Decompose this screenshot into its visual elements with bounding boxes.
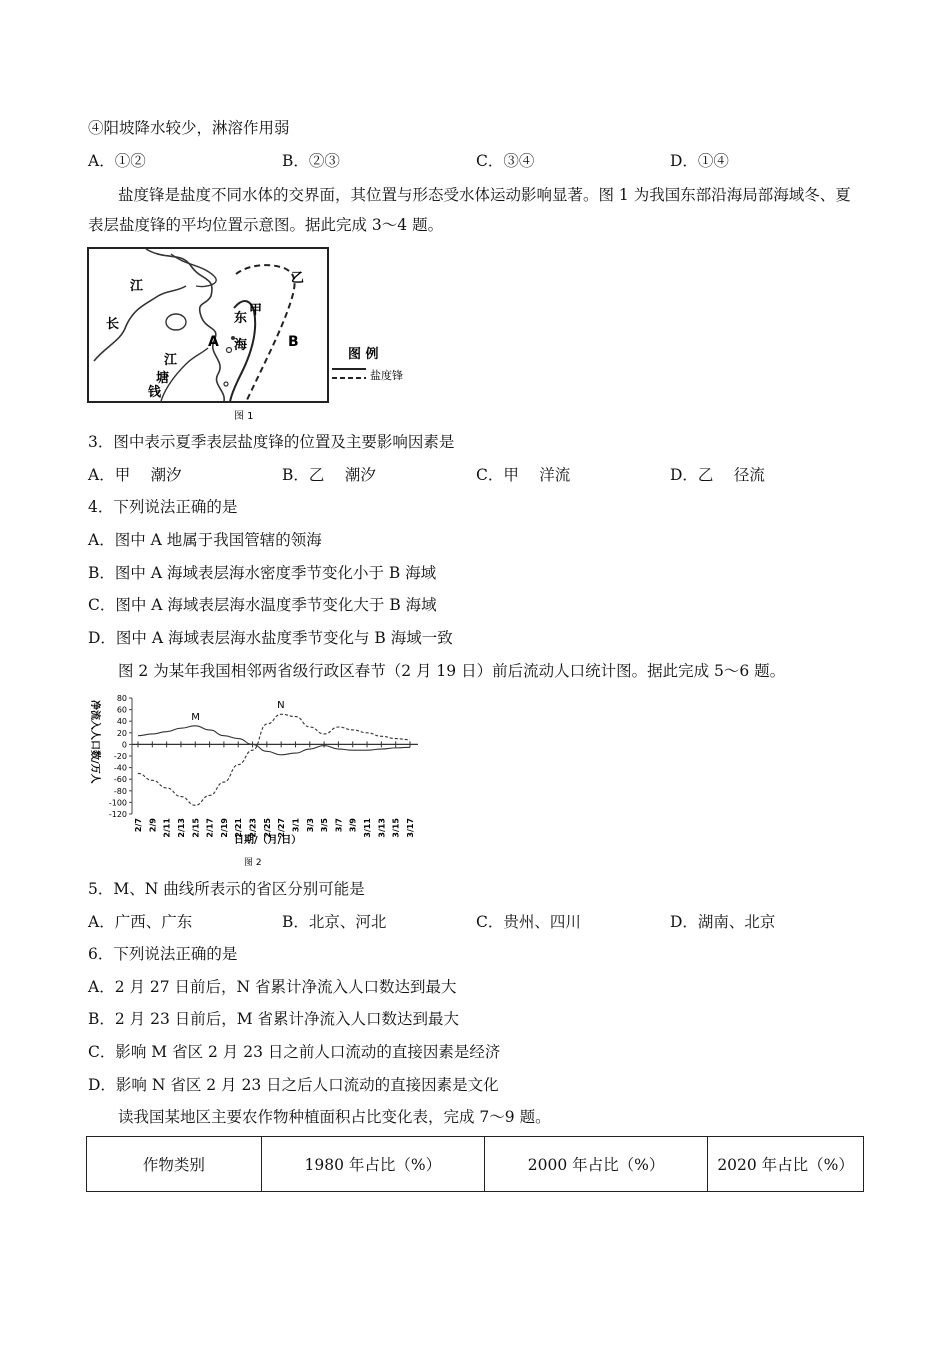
x-tick-label: 2/7: [134, 818, 143, 833]
q4-option-b: B．图中 A 海域表层海水密度季节变化小于 B 海域: [88, 564, 437, 582]
q5-option-c: C．贵州、四川: [476, 913, 581, 931]
q4-option-c: C．图中 A 海域表层海水温度季节变化大于 B 海域: [88, 596, 437, 614]
x-tick-label: 3/1: [291, 818, 301, 833]
figure-2-caption: 图 2: [244, 858, 262, 868]
intro-3-4: 盐度锋是盐度不同水体的交界面，其位置与形态受水体运动影响显著。图 1 为我国东部沿海局部海域冬、夏表层盐度锋的平均位置示意图。据此完成 3～4 题。: [88, 186, 851, 234]
x-axis-label: 日期/（月/日）: [234, 835, 302, 846]
q3-option-b: B．乙 潮汐: [282, 466, 376, 484]
label-qian: 钱: [148, 385, 162, 400]
x-tick-label: 2/27: [277, 818, 287, 838]
label-jiang-1: 江: [130, 279, 144, 294]
y-tick-label: 80: [116, 694, 127, 703]
table-header-cell: 2020 年占比（%）: [708, 1137, 864, 1192]
q6-option-d: D．影响 N 省区 2 月 23 日之后人口流动的直接因素是文化: [88, 1076, 499, 1094]
y-tick-label: 20: [116, 728, 127, 738]
series-line-M: [138, 726, 410, 755]
x-tick-label: 3/15: [391, 818, 401, 838]
figure-1-caption: 图 1: [234, 411, 254, 422]
intro-7-9: 读我国某地区主要农作物种植面积占比变化表，完成 7～9 题。: [118, 1108, 551, 1126]
x-tick-label: 2/15: [191, 818, 201, 838]
x-tick-label: 3/3: [305, 818, 315, 833]
x-tick-label: 3/7: [334, 818, 344, 833]
q3-stem: 3．图中表示夏季表层盐度锋的位置及主要影响因素是: [88, 433, 455, 451]
y-tick-label: 0: [121, 740, 127, 750]
q2-option-c: C．③④: [476, 152, 535, 170]
q3-option-d: D．乙 径流: [670, 466, 765, 484]
label-jiang-2: 江: [164, 353, 178, 368]
q6-option-a: A．2 月 27 日前后，N 省累计净流入人口数达到最大: [88, 978, 457, 996]
q5-option-b: B．北京、河北: [282, 913, 387, 931]
y-tick-label: -120: [108, 810, 127, 819]
q4-option-a: A．图中 A 地属于我国管辖的领海: [88, 531, 322, 549]
table-header-row: [87, 1137, 864, 1192]
x-tick-label: 2/9: [148, 818, 158, 833]
x-tick-label: 3/5: [320, 818, 330, 833]
q6-stem: 6．下列说法正确的是: [88, 945, 238, 963]
x-tick-label: 2/13: [176, 818, 186, 838]
q5-stem: 5．M、N 曲线所表示的省区分别可能是: [88, 880, 365, 898]
x-tick-label: 2/17: [205, 818, 215, 838]
q6-option-b: B．2 月 23 日前后，M 省累计净流入人口数达到最大: [88, 1010, 460, 1028]
figure-2: [86, 688, 426, 872]
x-tick-label: 3/13: [377, 818, 387, 838]
q2-option-d: D．①④: [670, 152, 729, 170]
y-tick-label: -100: [108, 798, 127, 808]
q4-stem: 4．下列说法正确的是: [88, 498, 238, 516]
q3-option-a: A．甲 潮汐: [88, 466, 182, 484]
crop-table: [86, 1136, 864, 1192]
q3-option-c: C．甲 洋流: [476, 466, 571, 484]
y-tick-label: -80: [113, 786, 127, 796]
q2-option-a: A．①②: [88, 152, 146, 170]
legend-item: 盐度锋: [370, 369, 403, 382]
q6-option-c: C．影响 M 省区 2 月 23 日之前人口流动的直接因素是经济: [88, 1043, 501, 1061]
q5-option-a: A．广西、广东: [88, 913, 193, 931]
table-header-cell: 作物类别: [87, 1137, 262, 1192]
q2-option-b: B．②③: [282, 152, 340, 170]
series-label: M: [191, 711, 200, 723]
table-header-cell: 1980 年占比（%）: [261, 1137, 484, 1192]
y-tick-label: -40: [113, 763, 127, 773]
x-tick-label: 3/17: [406, 818, 415, 838]
x-tick-label: 2/11: [162, 818, 172, 838]
series-label: N: [277, 700, 285, 712]
q5-option-d: D．湖南、北京: [670, 913, 776, 931]
x-tick-label: 2/23: [248, 818, 258, 838]
label-hai: 海: [234, 338, 248, 353]
figure-1: [86, 246, 416, 424]
table-header-cell: 2000 年占比（%）: [484, 1137, 707, 1192]
label-yi: 乙: [291, 271, 305, 286]
x-tick-label: 3/9: [348, 818, 358, 833]
label-tang: 塘: [156, 371, 170, 386]
x-tick-label: 2/19: [219, 818, 229, 838]
x-tick-label: 2/21: [234, 818, 244, 838]
legend-title: 图 例: [348, 347, 379, 362]
y-tick-label: 60: [116, 705, 127, 715]
q4-option-d: D．图中 A 海域表层海水盐度季节变化与 B 海域一致: [88, 629, 453, 647]
y-axis-label: 净流入人口数/万人: [89, 700, 100, 784]
y-tick-label: -20: [113, 752, 127, 761]
x-tick-label: 3/11: [363, 818, 373, 838]
label-dong: 东: [234, 311, 248, 326]
q2-item-4: ④阳坡降水较少，淋溶作用弱: [88, 119, 290, 137]
label-a: A: [208, 334, 219, 350]
y-tick-label: 40: [116, 717, 127, 727]
label-b: B: [288, 334, 299, 350]
x-tick-label: 2/25: [262, 818, 272, 838]
intro-5-6: 图 2 为某年我国相邻两省级行政区春节（2 月 19 日）前后流动人口统计图。据此完成 5～6 题。: [118, 662, 786, 680]
label-chang: 长: [106, 317, 120, 332]
label-jia: 甲: [249, 303, 263, 318]
y-tick-label: -60: [113, 775, 127, 785]
population-chart: [86, 688, 426, 872]
